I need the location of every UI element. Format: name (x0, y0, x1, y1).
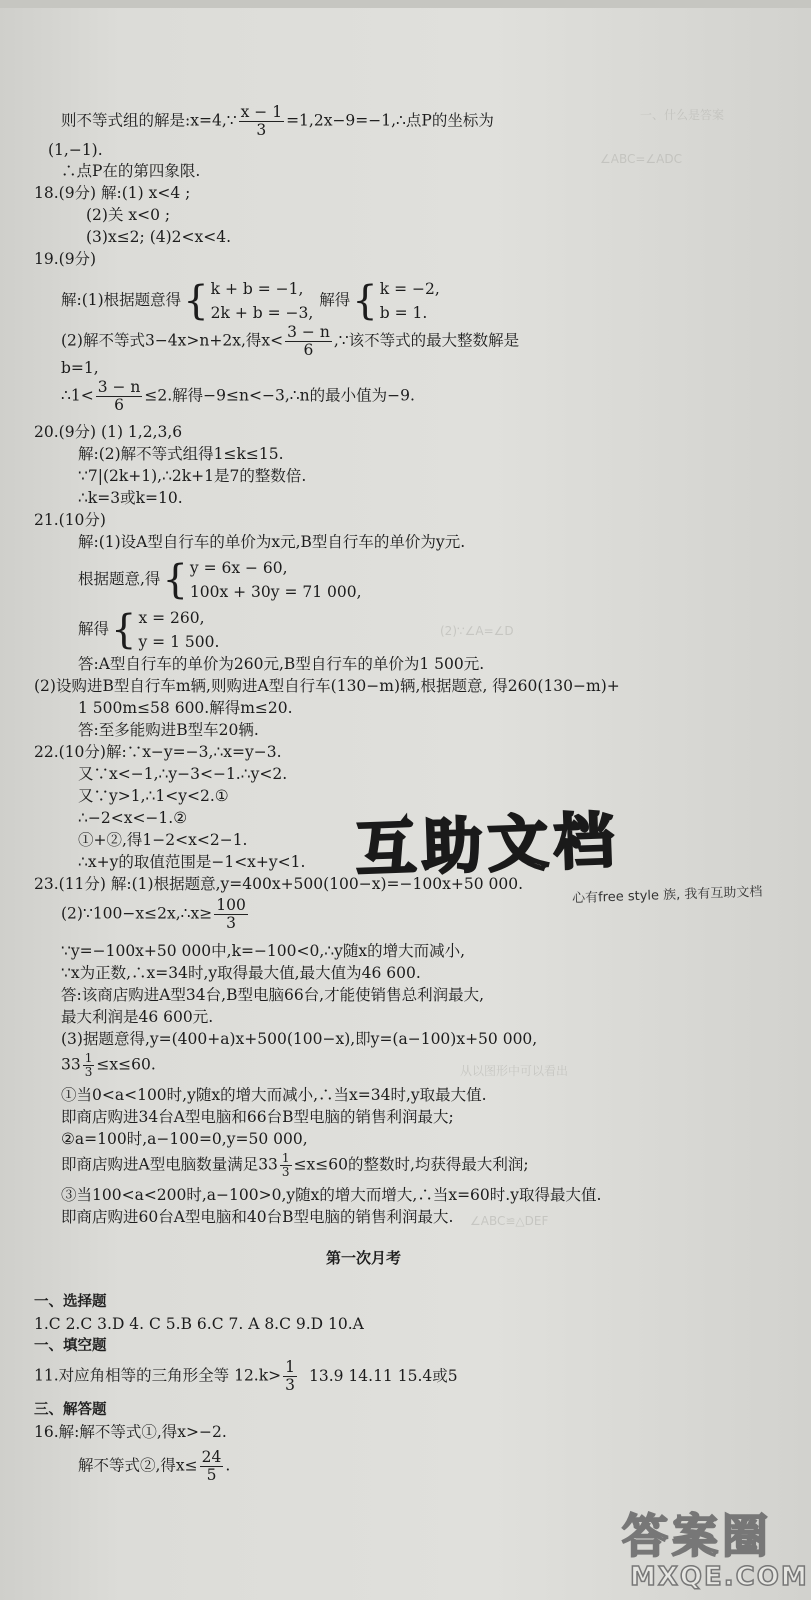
q21-line-1: 解:(1)设A型自行车的单价为x元,B型自行车的单价为y元. (78, 533, 466, 551)
q21-header: 21.(10分) (34, 511, 106, 529)
section-solve-heading: 三、解答题 (34, 1401, 107, 1418)
watermark-slogan: 心有free style 族, 我有互助文档 (571, 884, 763, 907)
corner-watermark-url: MXQE.COM (630, 1562, 809, 1592)
equation-system: y = 6x − 60, 100x + 30y = 71 000, (189, 559, 362, 601)
q19-line-3: b=1, (61, 359, 99, 377)
fraction: $\frac{3 - n}{6}$ (97, 378, 141, 414)
q19-header: 19.(9分) (34, 250, 97, 268)
q23-line-4: ∵x为正数,∴x=34时,y取得最大值,最大值为46 600. (61, 964, 421, 982)
q23-line-8: 33 $\frac{1}{3}$ ≤x≤60. (61, 1051, 156, 1079)
q23-line-2: (2)∵100−x≤2x,∴x≥ $\frac{100}{3}$ (61, 896, 246, 932)
monthly-exam-title: 第一次月考 (326, 1249, 402, 1267)
q23-line-12: 即商店购进A型电脑数量满足33 $\frac{1}{3}$ ≤x≤60的整数时,均获得最大利润; (61, 1151, 529, 1179)
equation-system: k + b = −1, 2k + b = −3, (210, 280, 314, 322)
bleed-through-text: (2)∵∠A=∠D (440, 624, 514, 638)
q18-line-1: 18.(9分) 解:(1) x<4 ; (34, 184, 191, 202)
line-3: ∴点P在的第四象限. (61, 162, 201, 180)
q20-line-3: ∵7|(2k+1),∴2k+1是7的整数倍. (78, 467, 307, 485)
choice-answers: 1.C 2.C 3.D 4. C 5.B 6.C 7. A 8.C 9.D 10.A (34, 1315, 364, 1333)
equation-system: x = 260, y = 1 500. (138, 609, 220, 651)
q22-line-1: 22.(10分)解:∵x−y=−3,∴x=y−3. (34, 743, 282, 761)
q19-line-1: 解:(1)根据题意得{ k + b = −1, 2k + b = −3, 解得{ k = −2, b = 1. (61, 278, 440, 324)
corner-watermark-text: 答案圈 (622, 1509, 772, 1563)
fraction: $\frac{x - 1}{3}$ (240, 103, 283, 139)
equation-system: k = −2, b = 1. (379, 280, 440, 322)
q22-line-5: ①+②,得1−2<x<2−1. (78, 831, 248, 849)
q20-line-1: 20.(9分) (1) 1,2,3,6 (34, 423, 183, 441)
q23-line-13: ③当100<a<200时,a−100>0,y随x的增大而增大,∴当x=60时.y取得最大值. (61, 1186, 602, 1204)
q16-line-1: 16.解:解不等式①,得x>−2. (34, 1423, 227, 1441)
q23-line-1: 23.(11分) 解:(1)根据题意,y=400x+500(100−x)=−100x+50 000. (34, 875, 523, 893)
line-2: (1,−1). (48, 141, 103, 159)
bleed-through-text: 一、什么是答案 (640, 108, 725, 122)
bleed-through-text: 从以图形中可以看出 (460, 1064, 569, 1078)
q20-line-4: ∴k=3或k=10. (78, 489, 183, 507)
q23-line-9: ①当0<a<100时,y随x的增大而减小,∴当x=34时,y取最大值. (61, 1086, 487, 1104)
fraction: $\frac{1}{3}$ (84, 1051, 93, 1079)
fraction: $\frac{1}{3}$ (285, 1358, 295, 1394)
q23-line-7: (3)据题意得,y=(400+a)x+500(100−x),即y=(a−100)x+50 000, (61, 1030, 538, 1048)
q22-line-4: ∴−2<x<−1.② (78, 809, 188, 827)
q23-line-10: 即商店购进34台A型电脑和66台B型电脑的销售利润最大; (61, 1108, 454, 1126)
q22-line-6: ∴x+y的取值范围是−1<x+y<1. (78, 853, 306, 871)
q21-line-5: (2)设购进B型自行车m辆,则购进A型自行车(130−m)辆,根据题意, 得260(130−m)+ (34, 677, 620, 695)
q22-line-3: 又∵y>1,∴1<y<2.① (78, 787, 229, 805)
q18-line-3: (3)x≤2; (4)2<x<4. (86, 228, 232, 246)
q19-line-2: (2)解不等式3−4x>n+2x,得x< $\frac{3 - n}{6}$ ,∵该不等式的最大整数解是 (61, 323, 520, 359)
section-choice-heading: 一、选择题 (34, 1293, 107, 1310)
fraction: $\frac{3 - n}{6}$ (287, 323, 330, 359)
corner-watermark (612, 1500, 809, 1600)
section-fill-heading: 一、填空题 (34, 1337, 107, 1354)
q21-line-2: 根据题意,得{ y = 6x − 60, 100x + 30y = 71 000, (78, 557, 362, 603)
q18-line-2: (2)关 x<0 ; (86, 206, 171, 224)
q21-line-4: 答:A型自行车的单价为260元,B型自行车的单价为1 500元. (78, 655, 485, 673)
q23-line-11: ②a=100时,a−100=0,y=50 000, (61, 1130, 308, 1148)
bleed-through-text: ∠ABC=∠ADC (600, 152, 683, 166)
q16-line-2: 解不等式②,得x≤ $\frac{24}{5}$ . (78, 1448, 231, 1484)
q23-line-14: 即商店购进60台A型电脑和40台B型电脑的销售利润最大. (61, 1208, 454, 1226)
watermark-logo: 互助文档 (354, 805, 622, 886)
q20-line-2: 解:(2)解不等式组得1≤k≤15. (78, 445, 284, 463)
q23-line-5: 答:该商店购进A型34台,B型电脑66台,才能使销售总利润最大, (61, 986, 485, 1004)
fraction: $\frac{1}{3}$ (281, 1151, 290, 1179)
fraction: $\frac{100}{3}$ (216, 896, 246, 932)
q23-line-3: ∵y=−100x+50 000中,k=−100<0,∴y随x的增大而减小, (61, 942, 466, 960)
q21-line-7: 答:至多能购进B型车20辆. (78, 721, 259, 739)
q19-line-4: ∴1< $\frac{3 - n}{6}$ ≤2.解得−9≤n<−3,∴n的最小值为−9. (61, 378, 415, 414)
q22-line-2: 又∵x<−1,∴y−3<−1.∴y<2. (78, 765, 288, 783)
fill-answers: 11.对应角相等的三角形全等 12.k> $\frac{1}{3}$ 13.9 14.11 15.4或5 (34, 1358, 458, 1394)
bleed-through-text: ∠ABC≌△DEF (470, 1214, 549, 1228)
line-1: 则不等式组的解是:x=4,∵ $\frac{x - 1}{3}$ =1,2x−9=−1,∴点P的坐标为 (61, 103, 494, 139)
q21-line-3: 解得{ x = 260, y = 1 500. (78, 607, 220, 653)
fraction: $\frac{24}{5}$ (201, 1448, 222, 1484)
q21-line-6: 1 500m≤58 600.解得m≤20. (78, 699, 293, 717)
q23-line-6: 最大利润是46 600元. (61, 1008, 214, 1026)
